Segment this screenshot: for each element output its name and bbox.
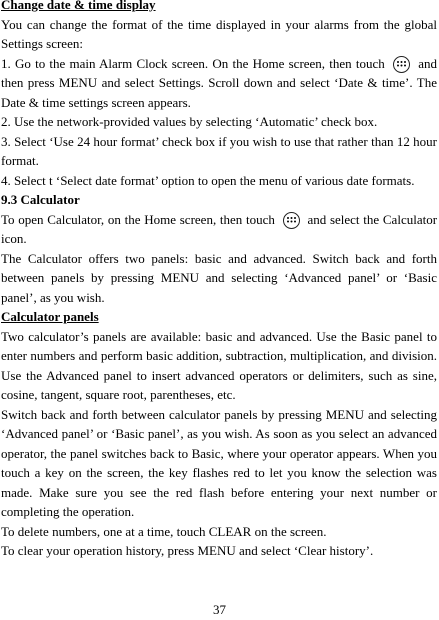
document-page: [1, 0, 437, 561]
app-drawer-icon: [283, 212, 300, 229]
open-text-after: and select the Calculator icon.: [1, 211, 438, 246]
app-drawer-icon: [393, 56, 410, 73]
switch-panels-paragraph: Switch back and forth between calculator panels by pressing MENU and selecting ‘Advanced panel’ or ‘Basic panel’, as you wish. As soon as you select an advanced operator, the panel switches back to Basic, where your operator appears. When you touch a key on the screen, the key flashes red to let you know the selection was made. Make sure you see the red flash before entering your next number or completing the operation.: [1, 406, 437, 519]
delete-numbers-paragraph: To delete numbers, one at a time, touch CLEAR on the screen.: [1, 523, 327, 539]
page-number: 37: [213, 602, 226, 617]
clear-history-paragraph: To clear your operation history, press MENU and select ‘Clear history’.: [1, 543, 374, 558]
step-4-paragraph: 4. Select t ‘Select date format’ option to open the menu of various date formats.: [1, 172, 415, 188]
heading-calculator: 9.3 Calculator: [1, 192, 80, 207]
panels-description-paragraph: Two calculator’s panels are available: basic and advanced. Use the Basic panel to enter numbers and perform basic addition, subtraction, multiplication, and division. Use the Advanced panel to insert advanced operators or delimiters, such as sine, cosine, tangent, square root, parentheses, etc.: [1, 328, 437, 402]
open-calculator-paragraph: [1, 210, 437, 249]
step-3-paragraph: 3. Select ‘Use 24 hour format’ check box if you wish to use that rather than 12 hour format.: [1, 133, 437, 168]
heading-change-date-time: Change date & time display: [1, 0, 156, 12]
open-text-before: To open Calculator, on the Home screen, then touch: [1, 211, 275, 227]
step-1-text-after: and then press MENU and select Settings. Scroll down and select ‘Date & time’. The Date & time settings screen appears.: [1, 55, 438, 110]
step-1-paragraph: [1, 54, 437, 113]
step-1-text-before: 1. Go to the main Alarm Clock screen. On the Home screen, then touch: [1, 55, 385, 71]
intro-paragraph: You can change the format of the time displayed in your alarms from the global Settings screen:: [1, 16, 437, 51]
panels-intro-paragraph: The Calculator offers two panels: basic and advanced. Switch back and forth between panels by pressing MENU and selecting ‘Advanced panel’ or ‘Basic panel’, as you wish.: [1, 250, 437, 305]
heading-calculator-panels: Calculator panels: [1, 309, 99, 324]
step-2-paragraph: 2. Use the network-provided values by selecting ‘Automatic’ check box.: [1, 114, 378, 129]
